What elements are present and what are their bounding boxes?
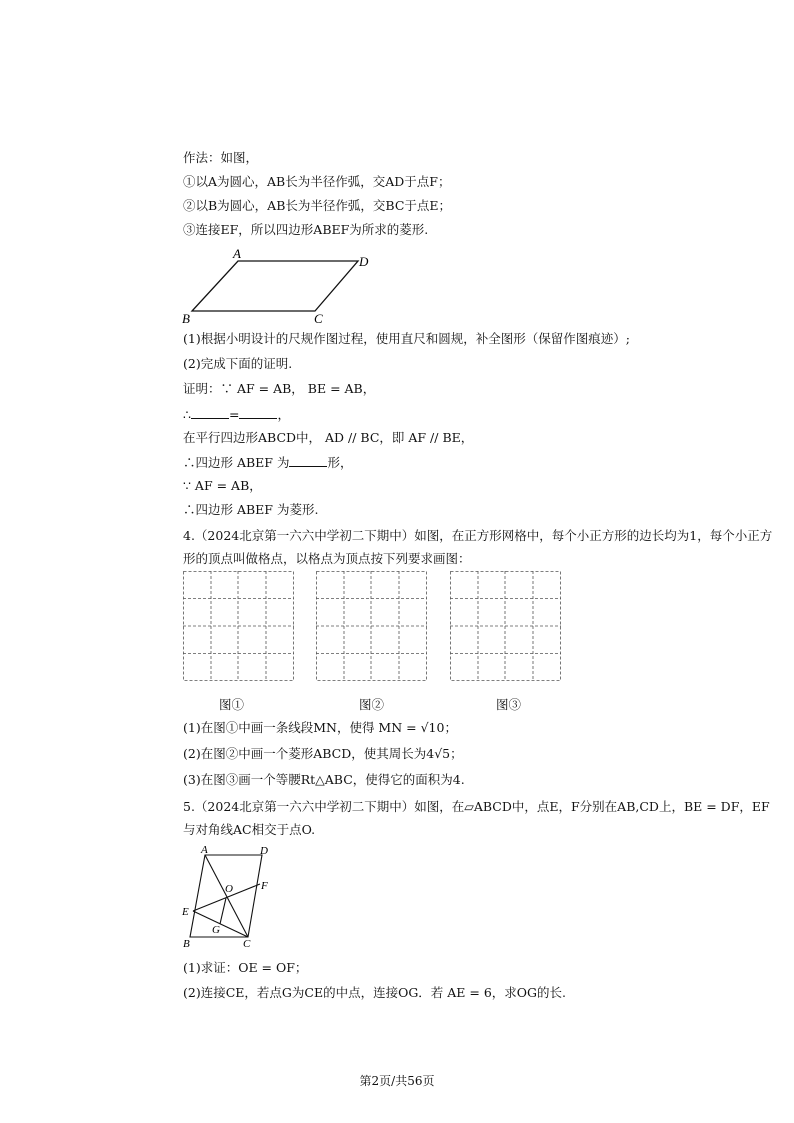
blank-1[interactable] [191, 406, 229, 419]
page-footer: 第2页/共56页 [359, 1074, 435, 1088]
proof-line-6: ∴四边形 ABEF 为菱形. [183, 502, 319, 517]
label-a-2: A [201, 844, 208, 856]
grid-1[interactable] [183, 571, 295, 681]
comma: ， [277, 407, 290, 422]
proof-line-1: 证明：∵ AF = AB， BE = AB， [183, 381, 376, 396]
q4-line-2: 形的顶点叫做格点，以格点为顶点按下列要求画图： [183, 551, 471, 566]
q5-line-2: 与对角线AC相交于点O. [183, 822, 316, 837]
q5-line-1: 5.（2024北京第一六六中学初二下期中）如图，在▱ABCD中，点E，F分别在AB,CD上，BE = DF，EF [183, 799, 770, 814]
label-d: D [359, 254, 369, 269]
q4-line-1: 4.（2024北京第一六六中学初二下期中）如图，在正方形网格中，每个小正方形的边长均为1，每个小正方 [183, 528, 773, 543]
label-b: B [182, 311, 190, 326]
q5-part-1: (1)求证：OE = OF； [183, 960, 308, 975]
proof-line-2 [183, 406, 290, 423]
q4-part-2: (2)在图②中画一个菱形ABCD，使其周长为4√5； [183, 746, 463, 761]
label-g: G [212, 924, 220, 936]
label-d-2: D [260, 845, 268, 857]
intro-line-4: ③连接EF，所以四边形ABEF为所求的菱形. [183, 222, 429, 237]
parallelogram-figure [180, 245, 380, 325]
label-e: E [182, 906, 189, 918]
parallelogram-eo-figure [180, 842, 280, 952]
caption-fig-2: 图② [359, 697, 385, 712]
proof-line-3: 在平行四边形ABCD中， AD // BC，即 AF // BE， [183, 430, 474, 445]
proof-line-4-a: ∴四边形 ABEF 为 [183, 455, 290, 470]
parallelogram-abcd [192, 261, 358, 311]
label-a: A [233, 246, 241, 261]
intro-line-1: 作法：如图， [183, 150, 259, 165]
grid-2[interactable] [316, 571, 428, 681]
intro-line-3: ②以B为圆心，AB长为半径作弧，交BC于点E； [183, 198, 452, 213]
proof-line-5: ∵ AF = AB， [183, 478, 262, 493]
segment-og [220, 898, 226, 924]
q5-part-2: (2)连接CE，若点G为CE的中点，连接OG．若 AE = 6，求OG的长. [183, 985, 567, 1000]
label-c-2: C [243, 938, 251, 950]
label-b-2: B [183, 938, 190, 950]
q3-part-2: (2)完成下面的证明. [183, 356, 293, 371]
proof-line-4 [183, 454, 352, 471]
intro-line-2: ①以A为圆心，AB长为半径作弧，交AD于点F； [183, 174, 451, 189]
proof-line-4-b: 形， [327, 455, 353, 470]
q3-part-1: (1)根据小明设计的尺规作图过程，使用直尺和圆规，补全图形（保留作图痕迹）; [183, 331, 630, 346]
equals-sign: = [228, 407, 240, 422]
label-f: F [261, 880, 268, 892]
caption-fig-1: 图① [219, 697, 245, 712]
blank-3[interactable] [289, 454, 327, 467]
label-c: C [314, 311, 323, 326]
label-o: O [225, 883, 233, 895]
grid-3[interactable] [450, 571, 562, 681]
q4-part-1: (1)在图①中画一条线段MN，使得 MN = √10； [183, 720, 457, 735]
blank-2[interactable] [239, 406, 277, 419]
therefore-symbol: ∴ [183, 407, 191, 422]
q4-part-3: (3)在图③画一个等腰Rt△ABC，使得它的面积为4. [183, 772, 465, 787]
caption-fig-3: 图③ [496, 697, 522, 712]
